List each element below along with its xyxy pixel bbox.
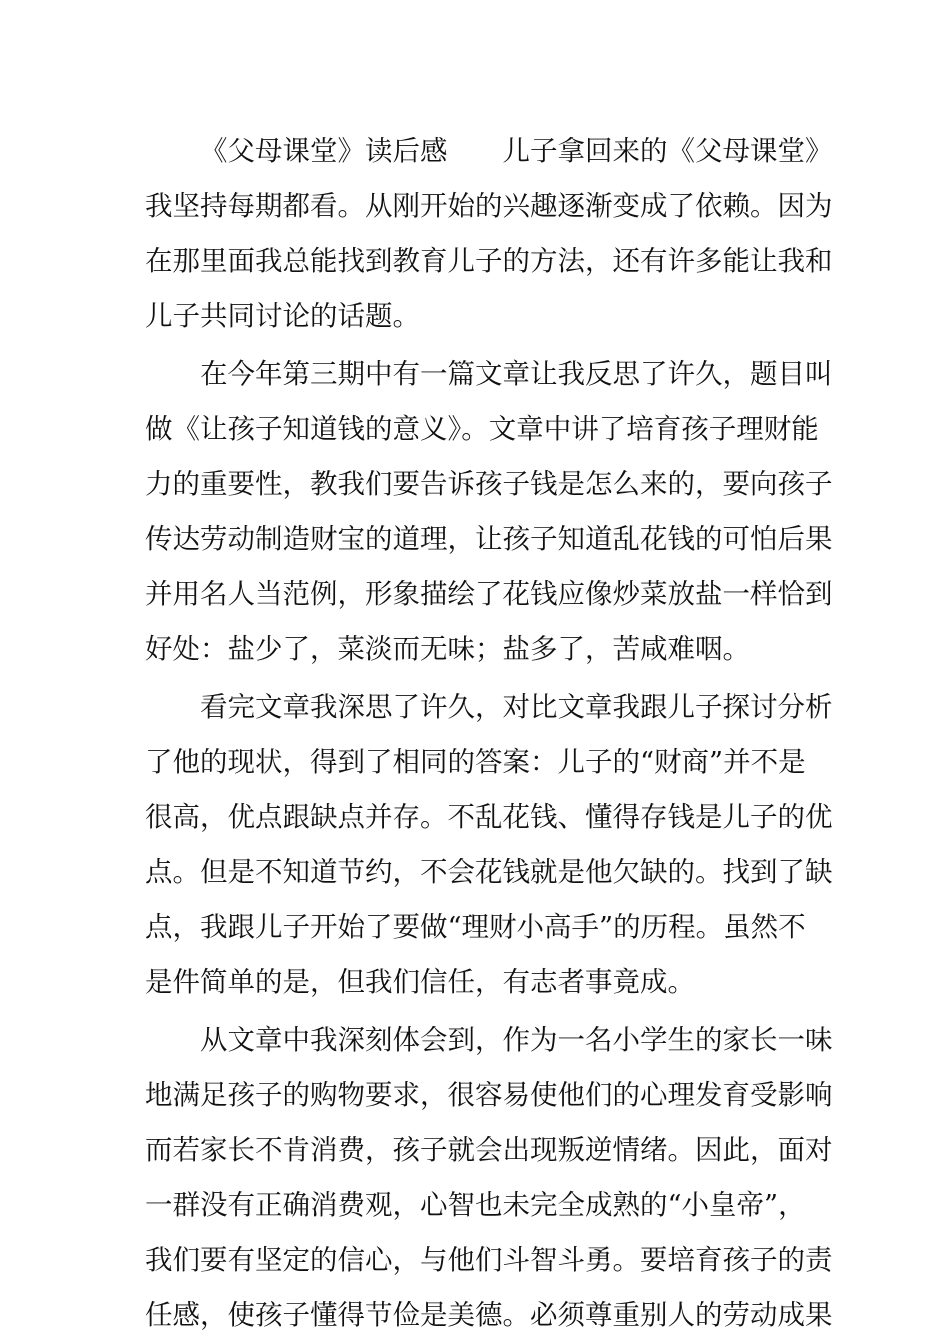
paragraph-3-line-1: 看完文章我深思了许久，对比文章我跟儿子探讨分析 (200, 691, 833, 723)
paragraph-2-line-5: 并用名人当范例，形象描绘了花钱应像炒菜放盐一样恰到 (145, 578, 833, 610)
paragraph-2-line-3: 力的重要性，教我们要告诉孩子钱是怎么来的，要向孩子 (145, 468, 833, 500)
paragraph-4-line-5: 我们要有坚定的信心，与他们斗智斗勇。要培育孩子的责 (145, 1244, 833, 1276)
paragraph-2-line-6: 好处：盐少了，菜淡而无味；盐多了，苦咸难咽。 (145, 633, 750, 665)
paragraph-1-line-1: 《父母课堂》读后感 儿子拿回来的《父母课堂》 (200, 135, 833, 167)
paragraph-2-line-2: 做《让孩子知道钱的意义》。文章中讲了培育孩子理财能 (145, 413, 819, 445)
paragraph-4-line-1: 从文章中我深刻体会到，作为一名小学生的家长一味 (200, 1024, 833, 1056)
paragraph-1-line-2: 我坚持每期都看。从刚开始的兴趣逐渐变成了依赖。因为 (145, 190, 833, 222)
paragraph-4-line-3: 而若家长不肯消费，孩子就会出现叛逆情绪。因此，面对 (145, 1134, 833, 1166)
paragraph-1-line-4: 儿子共同讨论的话题。 (145, 300, 420, 332)
paragraph-3-line-3: 很高，优点跟缺点并存。不乱花钱、懂得存钱是儿子的优 (145, 801, 833, 833)
paragraph-3-line-4: 点。但是不知道节约，不会花钱就是他欠缺的。找到了缺 (145, 856, 833, 888)
paragraph-4-line-4: 一群没有正确消费观，心智也未完全成熟的“小皇帝”， (145, 1189, 806, 1221)
paragraph-4-line-2: 地满足孩子的购物要求，很容易使他们的心理发育受影响 (145, 1079, 833, 1111)
paragraph-3-line-6: 是件简单的是，但我们信任，有志者事竟成。 (145, 966, 695, 998)
paragraph-2-line-4: 传达劳动制造财宝的道理，让孩子知道乱花钱的可怕后果 (145, 523, 833, 555)
paragraph-2-line-1: 在今年第三期中有一篇文章让我反思了许久，题目叫 (200, 358, 833, 390)
paragraph-3-line-5: 点，我跟儿子开始了要做“理财小高手”的历程。虽然不 (145, 911, 806, 943)
paragraph-4-line-6: 任感，使孩子懂得节俭是美德。必须尊重别人的劳动成果 (145, 1299, 833, 1331)
paragraph-1-line-3: 在那里面我总能找到教育儿子的方法，还有许多能让我和 (145, 245, 833, 277)
document-body (145, 124, 833, 1343)
paragraph-3-line-2: 了他的现状，得到了相同的答案：儿子的“财商”并不是 (145, 746, 806, 778)
